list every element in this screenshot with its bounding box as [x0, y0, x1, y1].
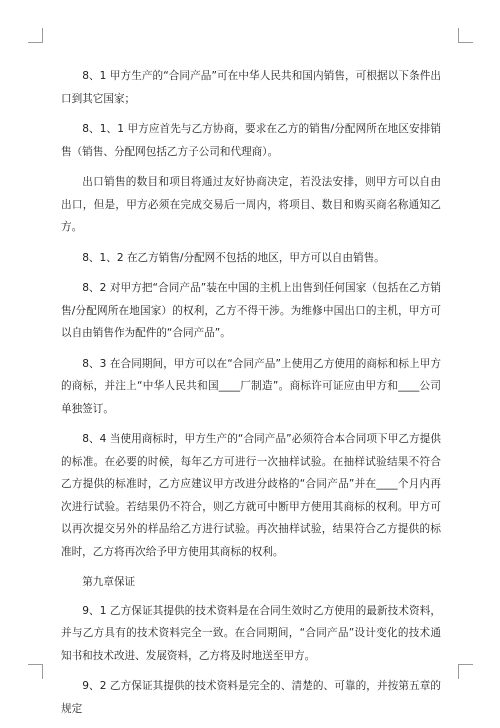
- clause-8-1-2: 8、1、2 在乙方销售/分配网不包括的地区，甲方可以自由销售。: [82, 251, 385, 264]
- clause-8-1-1: 8、1、1 甲方应首先与乙方协商，要求在乙方的销售/分配网所在地区安排销售（销售、分配网包括乙方子公司和代理商）。: [61, 123, 441, 158]
- clause-9-2: 9、2 乙方保证其提供的技术资料是完全的、清楚的、可靠的，并按第五章的规定: [61, 680, 441, 715]
- clause-8-1-1-continued: 出口销售的数目和项目将通过友好协商决定，若没法安排，则甲方可以自由出口，但是，甲方必须在完成交易后一周内，将项目、数目和购买商名称通知乙方。: [61, 176, 441, 233]
- clause-8-2: 8、2 对甲方把“合同产品”装在中国的主机上出售到任何国家（包括在乙方销售/分配网所在地国家）的权利，乙方不得干涉。为维修中国出口的主机，甲方可以自由销售作为配件的“合同产品”。: [61, 282, 441, 339]
- clause-8-1: 8、1 甲方生产的“合同产品”可在中华人民共和国内销售，可根据以下条件出口到其它国家；: [61, 70, 441, 105]
- clause-8-4: 8、4 当使用商标时，甲方生产的“合同产品”必须符合本合同项下甲乙方提供的标准。在必要的时候，每年乙方可进行一次抽样试验。在抽样试验结果不符合乙方提供的标准时，乙方应建议甲方改进分歧格的“合同产品”并在____个月内再次进行试验。若结果仍不符合，则乙方就可中断甲方使用其商标的权利。甲方可以再次提交另外的样品给乙方进行试验。再次抽样试验，结果符合乙方提供的标准时，乙方将再次给予甲方使用其商标的权利。: [61, 433, 441, 558]
- chapter-heading: 第九章保证: [82, 576, 136, 588]
- clause-8-3: 8、3 在合同期间，甲方可以在“合同产品”上使用乙方使用的商标和标上甲方的商标，并注上“中华人民共和国____厂制造”。商标许可证应由甲方和____公司单独签订。: [61, 357, 441, 415]
- crop-mark-top-left: [28, 28, 43, 43]
- crop-mark-top-right: [458, 28, 473, 43]
- clause-9-1: 9、1 乙方保证其提供的技术资料是在合同生效时乙方使用的最新技术资料，并与乙方具有的技术资料完全一致。在合同期间，“合同产品”设计变化的技术通知书和技术改进、发展资料，乙方将及时地送至甲方。: [61, 604, 441, 662]
- crop-mark-bottom-right: [458, 664, 473, 679]
- crop-mark-bottom-left: [28, 664, 43, 679]
- document-body: [61, 65, 441, 728]
